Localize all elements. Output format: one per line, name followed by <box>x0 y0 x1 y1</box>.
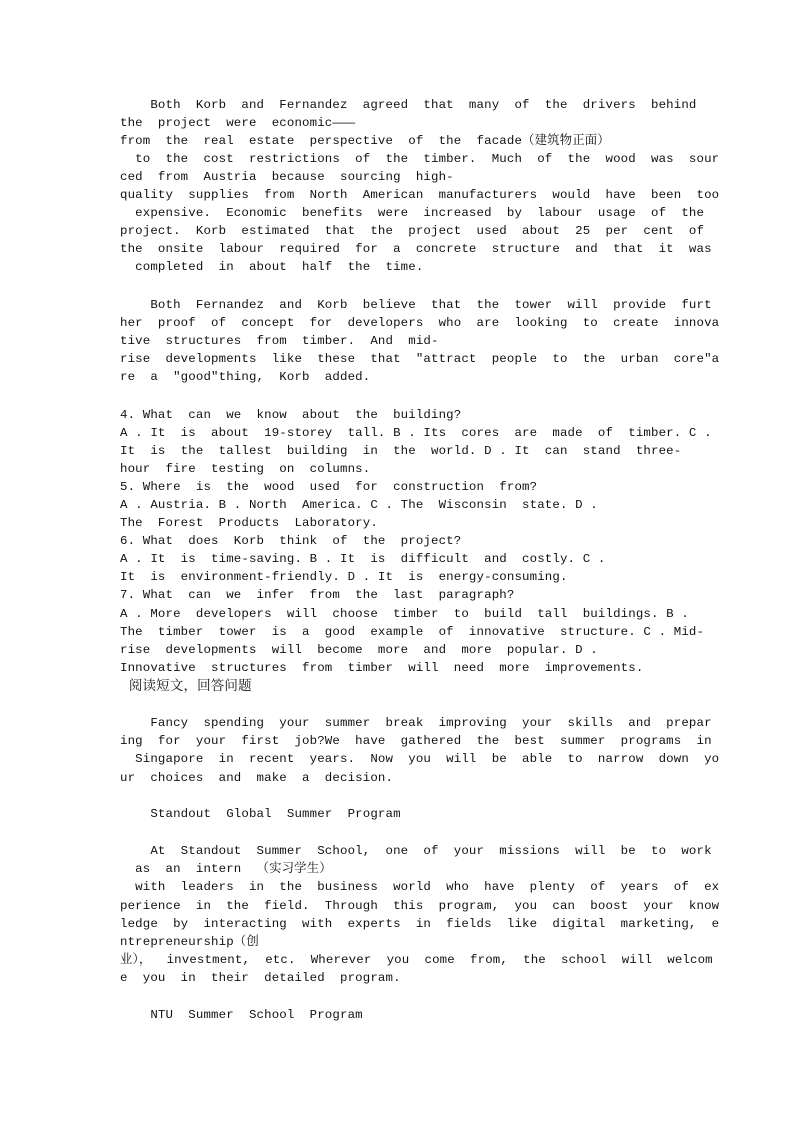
text-line: expensive. Economic benefits were increased by labour usage of the <box>120 206 705 220</box>
text-line: perience in the field. Through this program, you can boost your know <box>120 899 720 913</box>
text-line: rise developments like these that "attract people to the urban core"a <box>120 352 720 366</box>
option-line: The Forest Products Laboratory. <box>120 516 378 530</box>
text-line: ing for your first job?We have gathered the best summer programs in <box>120 734 712 748</box>
program-heading: NTU Summer School Program <box>120 1008 363 1022</box>
text-line: 业）， investment, etc. Wherever you come from, the school will welcom <box>120 953 713 967</box>
text-line: her proof of concept for developers who are looking to create innova <box>120 316 720 330</box>
option-line: Innovative structures from timber will need more improvements. <box>120 661 644 675</box>
option-line: rise developments will become more and more popular. D . <box>120 643 598 657</box>
text-line: e you in their detailed program. <box>120 971 401 985</box>
text-line: Both Korb and Fernandez agreed that many of the drivers behind <box>120 98 697 112</box>
question-line: 6. What does Korb think of the project? <box>120 534 462 548</box>
text-line: ur choices and make a decision. <box>120 771 394 785</box>
option-line: It is the tallest building in the world. D . It can stand three- <box>120 444 682 458</box>
text-line: re a "good"thing, Korb added. <box>120 370 371 384</box>
text-line: ledge by interacting with experts in fields like digital marketing, e <box>120 917 720 931</box>
text-line: Both Fernandez and Korb believe that the tower will provide furt <box>120 298 712 312</box>
text-line: the onsite labour required for a concrete structure and that it was <box>120 242 712 256</box>
text-line: ced from Austria because sourcing high- <box>120 170 454 184</box>
text-line: project. Korb estimated that the project used about 25 per cent of <box>120 224 705 238</box>
text-line: ntrepreneurship（创 <box>120 935 259 949</box>
option-line: It is environment-friendly. D . It is energy-consuming. <box>120 570 568 584</box>
text-line: to the cost restrictions of the timber. Much of the wood was sour <box>120 152 720 166</box>
question-line: 4. What can we know about the building? <box>120 408 462 422</box>
option-line: The timber tower is a good example of innovative structure. C . Mid- <box>120 625 705 639</box>
text-line: Fancy spending your summer break improving your skills and prepar <box>120 716 712 730</box>
text-line: the project were economic——— <box>120 116 356 130</box>
option-line: A . It is about 19-storey tall. B . Its cores are made of timber. C . <box>120 426 712 440</box>
option-line: hour fire testing on columns. <box>120 462 371 476</box>
question-line: 5. Where is the wood used for construction from? <box>120 480 538 494</box>
option-line: A . More developers will choose timber to build tall buildings. B . <box>120 607 689 621</box>
option-line: A . It is time-saving. B . It is difficult and costly. C . <box>120 552 606 566</box>
text-line: completed in about half the time. <box>120 260 424 274</box>
section-heading: 阅读短文，回答问题 <box>120 678 252 694</box>
text-line: tive structures from timber. And mid- <box>120 334 439 348</box>
text-line: from the real estate perspective of the facade（建筑物正面） <box>120 134 610 148</box>
text-line: with leaders in the business world who have plenty of years of ex <box>120 880 720 894</box>
program-heading: Standout Global Summer Program <box>120 807 401 821</box>
text-line: Singapore in recent years. Now you will be able to narrow down yo <box>120 752 720 766</box>
option-line: A . Austria. B . North America. C . The Wisconsin state. D . <box>120 498 598 512</box>
text-line: At Standout Summer School, one of your missions will be to work <box>120 844 712 858</box>
text-line: quality supplies from North American manufacturers would have been too <box>120 188 720 202</box>
text-line: as an intern （实习学生） <box>120 862 332 876</box>
question-line: 7. What can we infer from the last paragraph? <box>120 588 515 602</box>
